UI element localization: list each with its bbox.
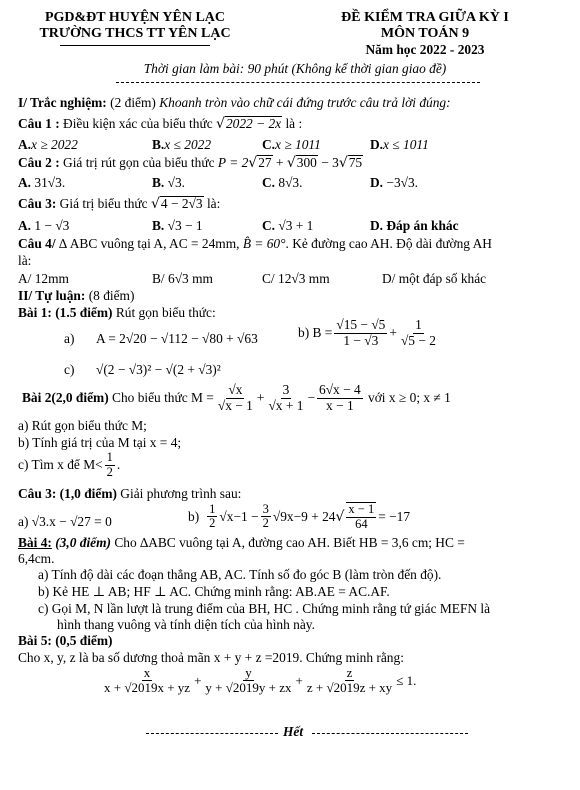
part2-title: II/ Tự luận:	[18, 288, 86, 303]
q2-label: Câu 2 :	[18, 155, 60, 170]
bai1-points: (1.5 điểm)	[51, 305, 113, 320]
numerator: 3	[262, 501, 269, 516]
option-letter: C.	[262, 175, 276, 190]
question-3	[18, 196, 220, 212]
numerator: 1	[415, 317, 422, 332]
bai1-b	[298, 318, 440, 348]
bai5-label: Bài 5:	[18, 633, 52, 648]
cau3-b-frac1	[207, 503, 217, 532]
bai2-c-end: .	[116, 457, 121, 473]
q2-option-a[interactable]	[18, 175, 65, 191]
cau3-heading	[18, 486, 241, 502]
bai4-b: b) Kẻ HE ⊥ AB; HF ⊥ AC. Chứng minh rằng: AB.AE = AC.AF.	[38, 584, 390, 599]
sqrt-sign: √	[335, 508, 345, 525]
school-underline	[60, 45, 210, 46]
cau3-points: (1,0 điểm)	[56, 486, 117, 501]
numerator: 3	[282, 382, 290, 397]
bai2-label: Bài 2(2,0 điểm)	[22, 390, 109, 406]
numerator: 6√x − 4	[319, 382, 361, 397]
part1-heading	[18, 95, 451, 111]
numerator: √15 − √5	[336, 317, 386, 332]
bai2-frac1	[216, 383, 255, 413]
bai5-text: Cho x, y, z là ba số dương thoả mãn x + y + z =2019. Chứng minh rằng:	[18, 650, 404, 665]
q1-option-d[interactable]	[370, 137, 429, 153]
option-value: 8√3.	[278, 175, 303, 190]
numerator: x − 1	[348, 502, 375, 516]
bai5-frac3	[305, 666, 394, 696]
q2-option-d[interactable]	[370, 175, 418, 191]
bai5-frac1	[102, 666, 192, 696]
q3-label: Câu 3:	[18, 196, 57, 211]
bai4-a: a) Tính độ dài các đoạn thẳng AB, AC. Tính số đo góc B (làm tròn đến độ).	[38, 567, 442, 582]
footer-dash-left	[146, 733, 278, 734]
option-value: √3 + 1	[278, 218, 314, 233]
part1-instruction: Khoanh tròn vào chữ cái đứng trước câu trả lời đúng:	[155, 95, 451, 110]
q2-plus: +	[272, 155, 287, 170]
q1-text: Điều kiện xác của biểu thức	[59, 116, 217, 131]
option-value: −3√3.	[386, 175, 419, 190]
cau3-a: a) √3.x − √27 = 0	[18, 514, 112, 529]
option-value: x ≥ 1011	[275, 137, 321, 152]
q2-text: Giá trị rút gọn của biểu thức	[59, 155, 218, 170]
option-value: √3.	[167, 175, 186, 190]
option-letter: C.	[262, 218, 276, 233]
option-value: x ≤ 2022	[164, 137, 212, 152]
sqrt-sign: √	[248, 155, 258, 171]
bai1-a-expr: A = 2√20 − √112 − √80 + √63	[96, 331, 258, 346]
bai2-heading	[22, 383, 451, 413]
q2-expr-pre: P = 2	[217, 155, 249, 170]
bai2-c-text: c) Tìm x để M<	[18, 457, 103, 473]
option-value: √3 − 1	[167, 218, 203, 233]
bai2-condition: với x ≥ 0; x ≠ 1	[364, 390, 451, 406]
dept-name: PGD&ĐT HUYỆN YÊN LẠC	[44, 10, 226, 25]
cau3-b-term3: = −17	[378, 508, 411, 524]
plus-sign: +	[194, 672, 202, 688]
q2-option-c[interactable]	[262, 175, 302, 191]
question-1	[18, 116, 302, 132]
q3-tail: là:	[203, 196, 221, 211]
plus-sign: +	[389, 325, 397, 341]
denominator: √5 − 2	[400, 332, 436, 348]
bai1-b-frac1	[334, 318, 387, 348]
bai2-text: Cho biểu thức M =	[108, 390, 214, 406]
q4-option-c[interactable]: C/ 12√3 mm	[262, 271, 330, 286]
bai5-inequality	[100, 666, 416, 696]
q3-option-c[interactable]	[262, 218, 313, 234]
q1-option-c[interactable]	[262, 137, 321, 153]
bai2-c	[18, 451, 120, 480]
denominator: y + √2019y + zx	[205, 680, 292, 696]
bai1-b-label: b) B =	[298, 325, 333, 341]
part1-title: I/ Trắc nghiệm:	[18, 95, 107, 110]
q3-option-a[interactable]	[18, 218, 69, 234]
bai2-c-frac	[105, 451, 115, 480]
cau3-b-frac2	[261, 503, 271, 532]
bai2-b: b) Tính giá trị của M tại x = 4;	[18, 435, 182, 450]
q4-text2: . Kẻ đường cao AH. Độ dài đường AH	[285, 236, 492, 251]
bai5-points: (0,5 điểm)	[51, 633, 113, 648]
bai1-heading	[18, 305, 216, 321]
q2-minus: − 3	[317, 155, 339, 170]
option-letter: B.	[152, 137, 165, 152]
bai5-frac2	[203, 666, 293, 696]
bai4-points: (3,0 điểm)	[51, 535, 111, 550]
option-letter: A.	[18, 137, 32, 152]
bai1-b-frac2	[399, 318, 438, 348]
option-value: 1 − √3	[34, 218, 70, 233]
bai1-c-expr: √(2 − √3)² − √(2 + √3)²	[96, 362, 221, 377]
question-2	[18, 155, 363, 171]
cau3-b-frac3	[346, 502, 376, 532]
plus-sign: +	[256, 390, 265, 406]
denominator: √x − 1	[217, 397, 253, 413]
exam-year: Năm học 2022 - 2023	[365, 42, 485, 57]
part1-points: (2 điểm)	[106, 95, 156, 110]
bai4-c2: hình thang vuông và tính diện tích của hình này.	[57, 617, 315, 632]
q2-option-b[interactable]	[152, 175, 185, 191]
bai2-a: a) Rút gọn biểu thức M;	[18, 418, 147, 433]
q4-option-b[interactable]: B/ 6√3 mm	[152, 271, 213, 286]
q3-text: Giá trị biểu thức	[56, 196, 151, 211]
bai4-label: Bài 4:	[18, 535, 52, 550]
footer-end: Hết	[283, 724, 304, 739]
cau3-b-term1: √x−1 −	[219, 508, 259, 524]
q1-option-b[interactable]	[152, 137, 211, 153]
footer-dash-right	[312, 733, 468, 734]
part2-heading	[18, 288, 134, 304]
q4-option-d[interactable]: D/ một đáp số khác	[382, 271, 487, 286]
school-name: TRƯỜNG THCS TT YÊN LẠC	[39, 26, 231, 41]
option-letter: D.	[370, 175, 384, 190]
minus-sign: −	[307, 390, 315, 406]
numerator: 1	[106, 450, 113, 464]
option-letter: A.	[18, 218, 32, 233]
numerator: y	[245, 665, 252, 680]
exam-subject: MÔN TOÁN 9	[380, 26, 470, 41]
numerator: 1	[209, 501, 216, 516]
denominator: z + √2019z + xy	[306, 680, 393, 696]
denominator: 2	[209, 516, 216, 531]
bai2-frac3	[317, 383, 363, 413]
q1-label: Câu 1 :	[18, 116, 60, 131]
option-letter: C.	[262, 137, 276, 152]
cau3-label: Câu 3:	[18, 486, 57, 501]
q4-label: Câu 4/	[18, 236, 56, 251]
q2-r3: 75	[348, 155, 363, 170]
bai2-frac2	[266, 383, 305, 413]
plus-sign: +	[295, 672, 303, 688]
denominator: x + √2019x + yz	[104, 680, 191, 696]
sqrt-sign: √	[338, 155, 348, 171]
q4-text3: là:	[18, 253, 32, 268]
bai1-c-label: c)	[64, 362, 75, 377]
option-value: x ≤ 1011	[383, 137, 429, 152]
q4-option-a[interactable]: A/ 12mm	[18, 271, 69, 286]
option-value: x ≥ 2022	[31, 137, 78, 152]
option-letter: D.	[370, 137, 384, 152]
header-divider	[116, 82, 480, 83]
time-note: Thời gian làm bài: 90 phút (Không kể thời gian giao đề)	[143, 61, 447, 76]
bai4-heading	[18, 535, 465, 551]
sqrt-sign: √	[216, 116, 225, 132]
bai5-tail: ≤ 1.	[396, 672, 417, 688]
denominator: 64	[355, 516, 368, 531]
option-value: 31√3.	[34, 175, 66, 190]
option-letter: B.	[152, 218, 165, 233]
q3-option-b[interactable]	[152, 218, 203, 234]
denominator: 2	[106, 464, 113, 479]
bai1-a-label: a)	[64, 331, 75, 346]
denominator: √x + 1	[268, 397, 304, 413]
sqrt-sign: √	[286, 155, 296, 171]
question-4	[18, 236, 492, 252]
bai4-text: Cho ∆ABC vuông tại A, đường cao AH. Biết HB = 3,6 cm; HC =	[111, 535, 465, 550]
q2-r1: 27	[258, 155, 272, 170]
denominator: 1 − √3	[343, 332, 379, 348]
cau3-b-term2: √9x−9 + 24	[272, 508, 336, 524]
denominator: x − 1	[326, 397, 354, 413]
sqrt-sign: √	[150, 196, 160, 212]
numerator: x	[143, 665, 151, 680]
q2-r2: 300	[296, 155, 317, 170]
q4-text: ∆ ABC vuông tại A, AC = 24mm,	[55, 236, 243, 251]
cau3-b	[188, 502, 410, 532]
exam-title: ĐỀ KIỂM TRA GIỮA KỲ I	[341, 10, 509, 25]
denominator: 2	[262, 516, 269, 531]
bai4-c: c) Gọi M, N lần lượt là trung điểm của BH, HC . Chứng minh rằng tứ giác MEFN là	[38, 601, 491, 616]
q4-angle: B̂ = 60°	[242, 236, 286, 251]
option-letter: A.	[18, 175, 32, 190]
part2-points: (8 điểm)	[85, 288, 135, 303]
cau3-b-label: b)	[188, 508, 200, 524]
option-letter: B.	[152, 175, 165, 190]
bai1-text: Rút gọn biểu thức:	[112, 305, 216, 320]
bai1-label: Bài 1:	[18, 305, 52, 320]
cau3-text: Giải phương trình sau:	[116, 486, 242, 501]
q1-option-a[interactable]	[18, 137, 78, 153]
q1-expression: 2022 − 2x	[225, 116, 282, 131]
numerator: z	[346, 665, 353, 680]
q3-option-d[interactable]: D. Đáp án khác	[370, 218, 459, 233]
bai5-heading	[18, 633, 112, 649]
q3-expression: 4 − 2√3	[160, 196, 203, 211]
q1-tail: là :	[282, 116, 303, 131]
bai4-text2: 6,4cm.	[18, 551, 55, 566]
numerator: √x	[228, 382, 243, 397]
